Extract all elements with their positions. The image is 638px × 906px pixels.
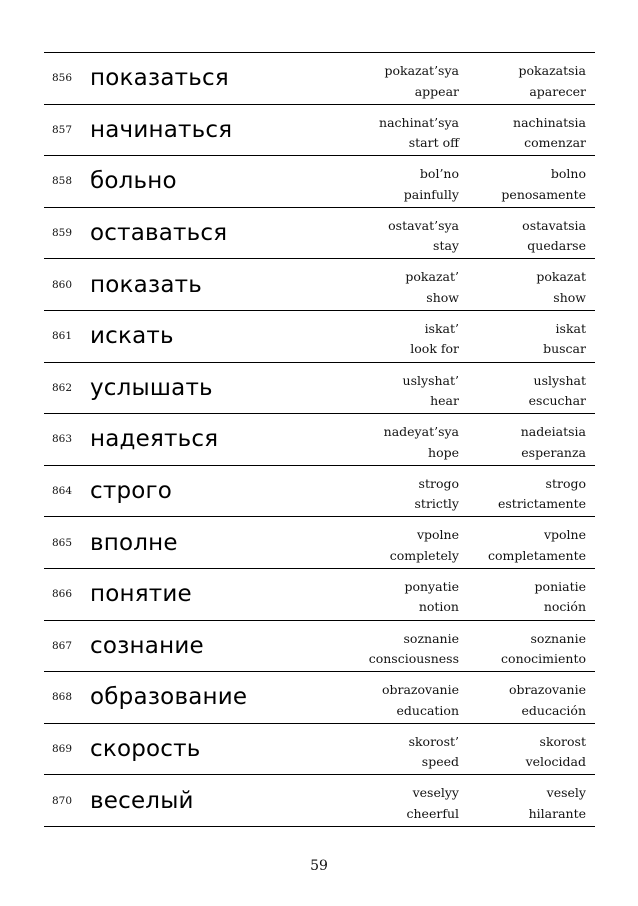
entry-number: 866: [52, 588, 73, 601]
spanish-column: [466, 577, 586, 618]
russian-word: веселый: [90, 787, 194, 814]
table-row: [44, 775, 595, 827]
english-translation: strictly: [414, 496, 459, 512]
entry-number: 868: [52, 691, 73, 704]
english-translation: speed: [421, 754, 459, 770]
english-column: [309, 267, 459, 308]
transliteration-es: bolno: [550, 166, 586, 182]
english-column: [309, 629, 459, 670]
russian-word: строго: [90, 478, 173, 505]
table-row: [44, 311, 595, 363]
table-row: [44, 569, 595, 621]
table-row: [44, 259, 595, 311]
spanish-column: [466, 422, 586, 463]
spanish-translation: aparecer: [529, 83, 586, 99]
transliteration-en: nachinat’sya: [379, 114, 459, 130]
entry-number: 857: [52, 123, 73, 136]
entry-number: 863: [52, 433, 73, 446]
transliteration-en: skorost’: [408, 733, 459, 749]
english-column: [309, 680, 459, 721]
transliteration-es: uslyshat: [533, 372, 586, 388]
spanish-translation: quedarse: [527, 238, 586, 254]
spanish-column: [466, 732, 586, 773]
spanish-column: [466, 525, 586, 566]
english-translation: painfully: [403, 186, 459, 202]
english-column: [309, 164, 459, 205]
entry-number: 862: [52, 381, 73, 394]
spanish-column: [466, 267, 586, 308]
transliteration-es: pokazatsia: [518, 63, 586, 78]
russian-word: скорость: [90, 736, 201, 763]
transliteration-es: pokazat: [536, 269, 586, 285]
english-column: [309, 319, 459, 360]
transliteration-es: ostavatsia: [522, 217, 586, 233]
spanish-translation: escuchar: [528, 393, 586, 409]
spanish-translation: noción: [543, 599, 586, 615]
spanish-column: [466, 113, 586, 154]
russian-word: больно: [90, 168, 177, 195]
english-translation: look for: [410, 341, 459, 357]
table-row: [44, 672, 595, 724]
spanish-translation: comenzar: [524, 135, 586, 151]
russian-word: вполне: [90, 529, 178, 556]
transliteration-es: nachinatsia: [513, 114, 586, 130]
russian-word: сознание: [90, 632, 204, 659]
table-row: [44, 414, 595, 466]
english-column: [309, 422, 459, 463]
entry-number: 867: [52, 639, 73, 652]
table-row: [44, 156, 595, 208]
entry-number: 858: [52, 175, 73, 188]
russian-word: показать: [90, 271, 202, 298]
russian-word: услышать: [90, 374, 213, 401]
table-row: [44, 466, 595, 518]
spanish-column: [466, 783, 586, 824]
transliteration-en: ponyatie: [404, 578, 459, 594]
transliteration-es: poniatie: [534, 578, 586, 594]
transliteration-en: pokazat’sya: [384, 63, 459, 78]
transliteration-es: nadeiatsia: [520, 424, 586, 440]
table-row: [44, 53, 595, 105]
spanish-column: [466, 474, 586, 515]
english-column: [309, 783, 459, 824]
entry-number: 859: [52, 227, 73, 240]
english-column: [309, 113, 459, 154]
entry-number: 870: [52, 794, 73, 807]
transliteration-en: vpolne: [416, 527, 459, 543]
transliteration-en: nadeyat’sya: [383, 424, 459, 440]
english-translation: hear: [430, 393, 459, 409]
transliteration-en: iskat’: [424, 320, 459, 336]
transliteration-en: obrazovanie: [381, 682, 459, 698]
spanish-column: [466, 164, 586, 205]
english-translation: education: [396, 702, 459, 718]
table-row: [44, 621, 595, 673]
entry-number: 860: [52, 278, 73, 291]
spanish-column: [466, 61, 586, 102]
page-number: 59: [310, 858, 328, 874]
spanish-translation: educación: [521, 702, 586, 718]
russian-word: искать: [90, 323, 174, 350]
english-translation: stay: [433, 238, 459, 254]
spanish-translation: show: [553, 289, 586, 305]
entry-number: 865: [52, 536, 73, 549]
spanish-column: [466, 371, 586, 412]
entry-number: 869: [52, 743, 73, 756]
spanish-column: [466, 319, 586, 360]
table-row: [44, 363, 595, 415]
transliteration-en: pokazat’: [405, 269, 459, 285]
english-translation: notion: [418, 599, 459, 615]
russian-word: начинаться: [90, 116, 233, 143]
russian-word: оставаться: [90, 220, 228, 247]
russian-word: показаться: [90, 65, 229, 92]
table-row: [44, 105, 595, 157]
transliteration-en: soznanie: [403, 630, 459, 646]
russian-word: надеяться: [90, 426, 219, 453]
transliteration-es: vpolne: [543, 527, 586, 543]
spanish-translation: conocimiento: [501, 651, 586, 667]
english-translation: cheerful: [406, 805, 459, 821]
spanish-translation: penosamente: [501, 186, 586, 202]
entry-number: 864: [52, 485, 73, 498]
english-column: [309, 474, 459, 515]
english-translation: completely: [389, 547, 459, 563]
english-column: [309, 525, 459, 566]
table-row: [44, 517, 595, 569]
transliteration-es: skorost: [539, 733, 586, 749]
spanish-translation: hilarante: [528, 805, 586, 821]
russian-word: образование: [90, 684, 248, 711]
spanish-translation: estrictamente: [497, 496, 586, 512]
english-column: [309, 61, 459, 102]
english-translation: show: [426, 289, 459, 305]
transliteration-en: bol’no: [419, 166, 459, 182]
english-column: [309, 371, 459, 412]
transliteration-es: soznanie: [530, 630, 586, 646]
transliteration-es: obrazovanie: [508, 682, 586, 698]
russian-word: понятие: [90, 581, 192, 608]
transliteration-en: strogo: [418, 475, 459, 491]
transliteration-en: uslyshat’: [402, 372, 459, 388]
english-column: [309, 216, 459, 257]
english-translation: hope: [428, 444, 459, 460]
english-column: [309, 732, 459, 773]
table-row: [44, 724, 595, 776]
entry-number: 856: [52, 72, 73, 85]
spanish-translation: esperanza: [521, 444, 586, 460]
english-column: [309, 577, 459, 618]
spanish-column: [466, 680, 586, 721]
english-translation: start off: [408, 135, 459, 151]
english-translation: consciousness: [368, 651, 459, 667]
english-translation: appear: [414, 83, 459, 99]
spanish-translation: buscar: [543, 341, 586, 357]
spanish-column: [466, 629, 586, 670]
transliteration-en: veselyy: [412, 785, 459, 801]
spanish-translation: velocidad: [525, 754, 586, 770]
transliteration-en: ostavat’sya: [388, 217, 459, 233]
transliteration-es: vesely: [546, 785, 586, 801]
transliteration-es: iskat: [555, 320, 586, 336]
table-row: [44, 208, 595, 260]
entry-number: 861: [52, 330, 73, 343]
spanish-column: [466, 216, 586, 257]
spanish-translation: completamente: [488, 547, 586, 563]
transliteration-es: strogo: [545, 475, 586, 491]
vocabulary-table: [44, 52, 595, 827]
